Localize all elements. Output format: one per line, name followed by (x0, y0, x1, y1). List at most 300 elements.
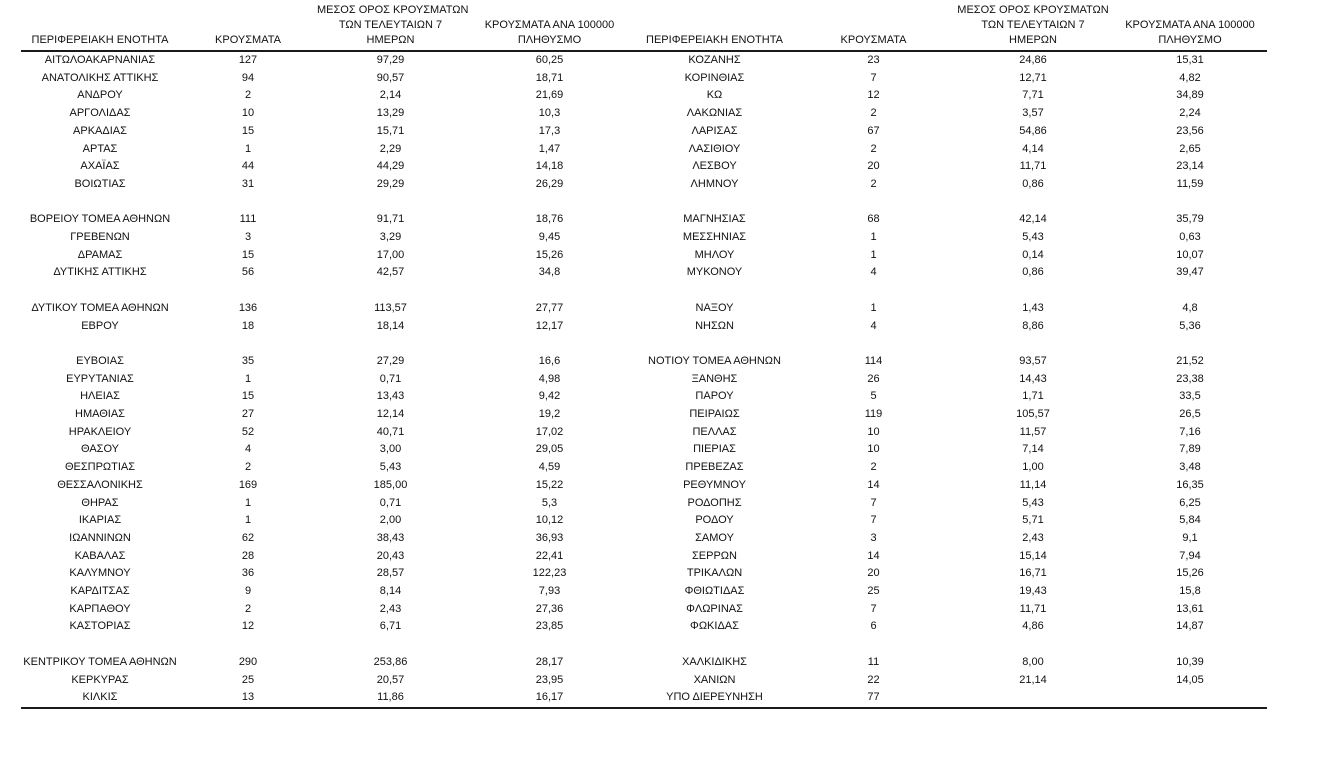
region-right-cell: ΛΗΜΝΟΥ (690, 177, 739, 190)
avg7-right-cell: 7,14 (1022, 443, 1044, 456)
header-avg7-right (953, 3, 1113, 51)
avg7-left-cell: 3,00 (379, 443, 402, 456)
avg7-left-cell: 28,57 (376, 567, 405, 580)
cases-left-cell: 1 (244, 372, 252, 385)
header-per100k-left (464, 3, 635, 51)
avg7-left-cell: 2,14 (379, 89, 402, 102)
table-row (21, 264, 1267, 282)
header-per100k-right-line2: ΠΛΗΘΥΣΜΟ (1158, 34, 1222, 46)
table-row (21, 70, 1267, 88)
per100k-right-cell: 13,61 (1176, 602, 1204, 615)
table-row (21, 618, 1267, 636)
avg7-right-cell (953, 636, 1113, 654)
header-cases-left: ΚΡΟΥΣΜΑΤΑ (179, 3, 317, 51)
region-left-cell: ΑΡΚΑΔΙΑΣ (73, 124, 127, 137)
spacer-row (21, 335, 1267, 353)
per100k-right-cell: 14,87 (1176, 620, 1204, 633)
avg7-left-cell: 2,43 (379, 602, 402, 615)
cases-right-cell (794, 282, 953, 300)
avg7-right-cell: 93,57 (1019, 354, 1047, 367)
region-left-cell: ΚΙΛΚΙΣ (21, 689, 179, 708)
per100k-left-cell: 34,8 (538, 266, 561, 279)
per100k-left-cell: 18,71 (535, 71, 564, 84)
per100k-left-cell: 23,95 (535, 673, 564, 686)
cases-left-cell: 62 (241, 531, 255, 544)
avg7-left-cell: 38,43 (376, 531, 405, 544)
region-left-cell: ΚΑΣΤΟΡΙΑΣ (69, 620, 131, 633)
region-left-cell: ΑΡΤΑΣ (82, 142, 118, 155)
table-row (21, 123, 1267, 141)
cases-right-cell (794, 194, 953, 212)
table-row (21, 548, 1267, 566)
per100k-right-cell: 9,1 (1182, 531, 1198, 544)
cases-left-cell: 1 (244, 514, 252, 527)
avg7-left-cell: 12,14 (376, 408, 405, 421)
cases-right-cell: 77 (794, 689, 953, 708)
avg7-left-cell: 44,29 (376, 160, 405, 173)
avg7-right-cell: 2,43 (1022, 531, 1044, 544)
per100k-right-cell: 10,39 (1176, 655, 1204, 668)
region-left-cell: ΘΕΣΠΡΩΤΙΑΣ (64, 461, 136, 474)
cases-right-cell: 20 (867, 160, 880, 173)
per100k-right-cell (1113, 282, 1267, 300)
per100k-left-cell: 15,26 (535, 248, 564, 261)
region-right-cell: ΝΟΤΙΟΥ ΤΟΜΕΑ ΑΘΗΝΩΝ (648, 354, 781, 367)
avg7-left-cell (317, 194, 464, 212)
cases-left-cell: 44 (241, 160, 255, 173)
cases-left-cell: 290 (238, 655, 258, 668)
per100k-left-cell: 5,3 (541, 496, 558, 509)
region-right-cell: ΤΡΙΚΑΛΩΝ (686, 567, 743, 580)
per100k-left-cell: 122,23 (532, 567, 567, 580)
per100k-right-cell: 16,35 (1176, 478, 1204, 491)
per100k-left-cell: 27,36 (535, 602, 564, 615)
cases-right-cell: 2 (870, 107, 877, 120)
region-right-cell: ΝΑΞΟΥ (695, 301, 734, 314)
avg7-right-cell: 19,43 (1019, 585, 1047, 598)
per100k-left-cell: 4,59 (538, 461, 561, 474)
avg7-right-cell: 1,00 (1022, 461, 1044, 474)
avg7-right-cell: 0,86 (1022, 266, 1044, 279)
avg7-left-cell (317, 282, 464, 300)
cases-right-cell: 68 (867, 213, 880, 226)
region-left-cell: ΕΒΡΟΥ (81, 319, 119, 332)
header-avg7-left (317, 3, 469, 51)
region-right-cell: ΝΗΣΩΝ (695, 319, 734, 332)
per100k-left-cell: 19,2 (538, 408, 561, 421)
avg7-right-cell: 11,71 (1019, 602, 1047, 615)
avg7-left-cell: 185,00 (373, 478, 408, 491)
header-avg7-left-line1: ΜΕΣΟΣ ΟΡΟΣ ΚΡΟΥΣΜΑΤΩΝ (317, 4, 469, 16)
region-left-cell: ΑΧΑΪΑΣ (80, 160, 120, 173)
region-right-cell: ΦΩΚΙΔΑΣ (690, 620, 739, 633)
per100k-right-cell: 7,89 (1179, 443, 1201, 456)
per100k-right-cell: 15,8 (1179, 585, 1201, 598)
cases-left-cell (179, 636, 317, 654)
region-right-cell: ΚΩ (706, 89, 723, 102)
avg7-right-cell: 54,86 (1019, 124, 1047, 137)
avg7-right-cell: 8,86 (1022, 319, 1044, 332)
region-right-cell: ΥΠΟ ΔΙΕΡΕΥΝΗΣΗ (635, 689, 794, 708)
cases-left-cell (179, 194, 317, 212)
per100k-right-cell: 26,5 (1179, 408, 1201, 421)
cases-right-cell: 1 (870, 301, 877, 314)
region-left-cell: ΚΑΡΠΑΘΟΥ (69, 602, 131, 615)
region-right-cell: ΚΟΡΙΝΘΙΑΣ (684, 71, 745, 84)
cases-right-cell: 22 (867, 673, 880, 686)
avg7-right-cell: 1,71 (1022, 390, 1044, 403)
per100k-left-cell: 10,3 (538, 107, 561, 120)
cases-table (21, 3, 1267, 709)
avg7-left-cell: 13,43 (376, 390, 405, 403)
per100k-right-cell: 2,65 (1179, 142, 1201, 155)
per100k-left-cell: 1,47 (538, 142, 561, 155)
region-left-cell: ΚΕΡΚΥΡΑΣ (71, 673, 129, 686)
cases-right-cell: 10 (867, 443, 880, 456)
avg7-right-cell: 11,71 (1019, 160, 1047, 173)
header-avg7-left-line3: ΗΜΕΡΩΝ (366, 34, 415, 46)
spacer-row (21, 194, 1267, 212)
table-row (21, 371, 1267, 389)
region-left-cell: ΔΥΤΙΚΗΣ ΑΤΤΙΚΗΣ (53, 266, 147, 279)
cases-left-cell: 18 (241, 319, 255, 332)
avg7-right-cell: 24,86 (1019, 54, 1047, 66)
region-right-cell (635, 282, 794, 300)
table-row (21, 141, 1267, 159)
per100k-right-cell: 10,07 (1176, 248, 1204, 261)
region-left-cell (21, 282, 179, 300)
avg7-left-cell: 40,71 (376, 425, 405, 438)
region-right-cell (635, 335, 794, 353)
avg7-left-cell: 3,29 (379, 231, 402, 244)
avg7-left-cell: 17,00 (376, 248, 405, 261)
region-left-cell: ΑΡΓΟΛΙΔΑΣ (69, 107, 131, 120)
header-row (21, 3, 1267, 51)
table-row (21, 424, 1267, 442)
avg7-right-cell: 1,43 (1022, 301, 1044, 314)
region-left-cell: ΘΗΡΑΣ (81, 496, 119, 509)
avg7-right-cell: 5,43 (1022, 496, 1044, 509)
cases-left-cell: 13 (179, 689, 317, 708)
cases-right-cell: 14 (867, 478, 880, 491)
region-right-cell: ΜΗΛΟΥ (694, 248, 735, 261)
table-row (21, 459, 1267, 477)
cases-left-cell: 35 (241, 354, 255, 367)
avg7-right-cell: 8,00 (1022, 655, 1044, 668)
header-avg7-right-line1: ΜΕΣΟΣ ΟΡΟΣ ΚΡΟΥΣΜΑΤΩΝ (957, 4, 1109, 16)
per100k-right-cell: 11,59 (1176, 177, 1204, 190)
avg7-left-cell: 29,29 (376, 177, 405, 190)
cases-left-cell: 2 (244, 602, 252, 615)
region-right-cell: ΜΥΚΟΝΟΥ (686, 266, 743, 279)
cases-left-cell: 36 (241, 567, 255, 580)
cases-right-cell: 4 (870, 266, 877, 279)
avg7-right-cell: 105,57 (1016, 408, 1050, 421)
table-row (21, 654, 1267, 672)
region-right-cell (635, 194, 794, 212)
table-row (21, 388, 1267, 406)
per100k-left-cell (464, 636, 635, 654)
region-right-cell: ΦΘΙΩΤΙΔΑΣ (684, 585, 745, 598)
per100k-left-cell: 9,45 (538, 231, 561, 244)
per100k-left-cell: 16,17 (464, 689, 635, 708)
cases-right-cell: 7 (870, 602, 877, 615)
cases-right-cell: 2 (870, 177, 877, 190)
cases-left-cell: 28 (241, 549, 255, 562)
region-right-cell: ΡΟΔΟΠΗΣ (687, 496, 742, 509)
region-right-cell: ΜΑΓΝΗΣΙΑΣ (683, 213, 746, 226)
avg7-right-cell: 4,86 (1022, 620, 1044, 633)
table-row (21, 300, 1267, 318)
cases-right-cell: 7 (870, 514, 877, 527)
per100k-left-cell: 27,77 (535, 301, 564, 314)
cases-left-cell: 9 (244, 585, 252, 598)
per100k-left-cell: 17,02 (535, 425, 564, 438)
per100k-right-cell (1113, 689, 1267, 708)
avg7-left-cell: 253,86 (373, 655, 408, 668)
per100k-left-cell: 29,05 (535, 443, 564, 456)
region-right-cell: ΣΕΡΡΩΝ (692, 549, 737, 562)
cases-left-cell: 94 (241, 71, 255, 84)
region-left-cell: ΔΥΤΙΚΟΥ ΤΟΜΕΑ ΑΘΗΝΩΝ (31, 301, 169, 314)
region-left-cell (21, 636, 179, 654)
cases-right-cell: 25 (867, 585, 880, 598)
cases-left-cell: 56 (241, 266, 255, 279)
avg7-right-cell: 21,14 (1019, 673, 1047, 686)
cases-left-cell: 127 (238, 54, 258, 66)
per100k-left-cell: 23,85 (535, 620, 564, 633)
cases-right-cell: 1 (870, 231, 877, 244)
avg7-left-cell (317, 636, 464, 654)
per100k-left-cell (464, 282, 635, 300)
header-per100k-left-line1: ΚΡΟΥΣΜΑΤΑ ΑΝΑ 100000 (484, 19, 615, 31)
cases-left-cell: 2 (244, 89, 252, 102)
region-left-cell (21, 335, 179, 353)
region-right-cell: ΠΡΕΒΕΖΑΣ (685, 461, 744, 474)
avg7-left-cell: 0,71 (379, 496, 402, 509)
region-left-cell: ΕΥΒΟΙΑΣ (76, 354, 124, 367)
per100k-left-cell: 7,93 (538, 585, 561, 598)
avg7-left-cell: 5,43 (379, 461, 402, 474)
per100k-right-cell: 34,89 (1176, 89, 1204, 102)
cases-right-cell: 114 (864, 354, 883, 367)
cases-left-cell: 4 (244, 443, 252, 456)
per100k-right-cell: 0,63 (1179, 231, 1201, 244)
per100k-left-cell: 10,12 (535, 514, 564, 527)
avg7-left-cell: 18,14 (376, 319, 405, 332)
avg7-right-cell: 11,14 (1019, 478, 1047, 491)
table-row (21, 601, 1267, 619)
avg7-right-cell (953, 194, 1113, 212)
cases-left-cell: 15 (241, 248, 255, 261)
cases-left-cell: 31 (241, 177, 255, 190)
cases-left-cell: 25 (241, 673, 255, 686)
header-per100k-right (1113, 3, 1267, 51)
region-left-cell: ΓΡΕΒΕΝΩΝ (70, 231, 130, 244)
avg7-left-cell: 13,29 (376, 107, 405, 120)
region-left-cell: ΒΟΡΕΙΟΥ ΤΟΜΕΑ ΑΘΗΝΩΝ (29, 213, 171, 226)
per100k-right-cell: 5,84 (1179, 514, 1201, 527)
cases-right-cell: 20 (867, 567, 880, 580)
table-row (21, 87, 1267, 105)
per100k-right-cell: 3,48 (1179, 461, 1201, 474)
region-left-cell: ΗΡΑΚΛΕΙΟΥ (68, 425, 132, 438)
cases-left-cell: 169 (238, 478, 258, 491)
per100k-left-cell (464, 194, 635, 212)
region-left-cell: ΑΝΑΤΟΛΙΚΗΣ ΑΤΤΙΚΗΣ (41, 71, 159, 84)
per100k-right-cell: 7,16 (1179, 425, 1201, 438)
avg7-left-cell: 6,71 (379, 620, 402, 633)
per100k-left-cell (464, 335, 635, 353)
avg7-right-cell: 0,14 (1022, 248, 1044, 261)
region-left-cell: ΙΚΑΡΙΑΣ (78, 514, 122, 527)
region-left-cell: ΕΥΡΥΤΑΝΙΑΣ (66, 372, 134, 385)
region-right-cell: ΡΟΔΟΥ (695, 514, 734, 527)
header-avg7-right-line3: ΗΜΕΡΩΝ (1009, 34, 1057, 46)
table-row (21, 689, 1267, 708)
cases-right-cell (794, 636, 953, 654)
region-left-cell: ΚΕΝΤΡΙΚΟΥ ΤΟΜΕΑ ΑΘΗΝΩΝ (23, 655, 177, 668)
region-left-cell: ΘΕΣΣΑΛΟΝΙΚΗΣ (57, 478, 143, 491)
per100k-left-cell: 4,98 (538, 372, 561, 385)
cases-right-cell: 3 (870, 531, 877, 544)
avg7-right-cell: 15,14 (1019, 549, 1047, 562)
avg7-left-cell: 2,29 (379, 142, 402, 155)
avg7-left-cell: 0,71 (379, 372, 402, 385)
per100k-right-cell: 33,5 (1179, 390, 1201, 403)
table-row (21, 158, 1267, 176)
cases-left-cell: 27 (241, 408, 255, 421)
avg7-right-cell: 7,71 (1022, 89, 1044, 102)
header-cases-right: ΚΡΟΥΣΜΑΤΑ (794, 3, 953, 51)
per100k-left-cell: 21,69 (535, 89, 564, 102)
per100k-right-cell: 4,82 (1179, 71, 1201, 84)
avg7-right-cell: 14,43 (1019, 372, 1047, 385)
cases-left-cell: 52 (241, 425, 255, 438)
avg7-right-cell (953, 689, 1113, 708)
cases-right-cell: 7 (870, 496, 877, 509)
region-left-cell: ΙΩΑΝΝΙΝΩΝ (69, 531, 131, 544)
table-row (21, 477, 1267, 495)
per100k-right-cell: 15,26 (1176, 567, 1204, 580)
avg7-right-cell: 5,71 (1022, 514, 1044, 527)
per100k-left-cell: 12,17 (535, 319, 564, 332)
table-row (21, 353, 1267, 371)
avg7-left-cell: 20,43 (376, 549, 405, 562)
table-row (21, 406, 1267, 424)
per100k-left-cell: 26,29 (535, 177, 564, 190)
region-left-cell: ΘΑΣΟΥ (80, 443, 120, 456)
per100k-right-cell: 23,56 (1176, 124, 1204, 137)
avg7-left-cell: 90,57 (376, 71, 405, 84)
avg7-left-cell: 42,57 (376, 266, 405, 279)
region-right-cell: ΛΑΚΩΝΙΑΣ (686, 107, 743, 120)
avg7-right-cell (953, 282, 1113, 300)
avg7-left-cell (317, 335, 464, 353)
table-row (21, 530, 1267, 548)
per100k-right-cell: 35,79 (1176, 213, 1204, 226)
cases-left-cell: 3 (244, 231, 252, 244)
avg7-right-cell: 12,71 (1019, 71, 1047, 84)
region-left-cell: ΒΟΙΩΤΙΑΣ (74, 177, 126, 190)
table-body (21, 51, 1267, 708)
per100k-left-cell: 15,22 (535, 478, 564, 491)
cases-left-cell (179, 335, 317, 353)
per100k-left-cell: 16,6 (538, 354, 561, 367)
cases-right-cell: 1 (870, 248, 877, 261)
cases-left-cell: 12 (241, 620, 255, 633)
cases-right-cell: 2 (870, 461, 877, 474)
table-row (21, 318, 1267, 336)
cases-left-cell: 15 (241, 390, 255, 403)
per100k-right-cell: 15,31 (1176, 54, 1204, 66)
region-right-cell (635, 636, 794, 654)
cases-left-cell: 111 (239, 213, 257, 226)
per100k-right-cell: 39,47 (1176, 266, 1204, 279)
avg7-left-cell: 113,57 (374, 301, 407, 314)
cases-right-cell: 67 (867, 124, 880, 137)
region-right-cell: ΠΙΕΡΙΑΣ (693, 443, 736, 456)
avg7-left-cell: 91,71 (376, 213, 405, 226)
cases-left-cell: 136 (238, 301, 258, 314)
cases-right-cell: 14 (867, 549, 880, 562)
table-row (21, 672, 1267, 690)
avg7-right-cell (953, 335, 1113, 353)
avg7-right-cell: 11,57 (1019, 425, 1047, 438)
region-left-cell: ΑΙΤΩΛΟΑΚΑΡΝΑΝΙΑΣ (44, 54, 156, 66)
cases-right-cell: 5 (870, 390, 877, 403)
region-right-cell: ΦΛΩΡΙΝΑΣ (686, 602, 743, 615)
header-region-left: ΠΕΡΙΦΕΡΕΙΑΚΗ ΕΝΟΤΗΤΑ (21, 3, 179, 51)
table-row (21, 441, 1267, 459)
region-right-cell: ΛΑΣΙΘΙΟΥ (688, 142, 741, 155)
per100k-right-cell: 14,05 (1176, 673, 1204, 686)
per100k-right-cell: 23,38 (1176, 372, 1204, 385)
region-right-cell: ΚΟΖΑΝΗΣ (688, 54, 741, 66)
table-row (21, 211, 1267, 229)
per100k-left-cell: 36,93 (535, 531, 564, 544)
region-left-cell: ΚΑΡΔΙΤΣΑΣ (70, 585, 130, 598)
avg7-left-cell: 8,14 (379, 585, 402, 598)
cases-right-cell: 12 (867, 89, 880, 102)
avg7-left-cell: 27,29 (376, 354, 405, 367)
per100k-left-cell: 60,25 (535, 54, 564, 66)
region-right-cell: ΛΕΣΒΟΥ (692, 160, 737, 173)
table-row (21, 583, 1267, 601)
header-per100k-left-line2: ΠΛΗΘΥΣΜΟ (517, 34, 582, 46)
per100k-left-cell: 28,17 (535, 655, 564, 668)
region-right-cell: ΠΕΙΡΑΙΩΣ (689, 408, 740, 421)
cases-left-cell: 2 (244, 461, 252, 474)
table-row (21, 565, 1267, 583)
avg7-left-cell: 15,71 (376, 124, 405, 137)
cases-left-cell: 10 (241, 107, 255, 120)
region-right-cell: ΡΕΘΥΜΝΟΥ (683, 478, 746, 491)
region-left-cell: ΗΛΕΙΑΣ (80, 390, 120, 403)
table-row (21, 495, 1267, 513)
region-left-cell (21, 194, 179, 212)
cases-right-cell (794, 335, 953, 353)
per100k-right-cell: 4,8 (1182, 301, 1198, 314)
per100k-left-cell: 17,3 (538, 124, 561, 137)
cases-right-cell: 10 (867, 425, 880, 438)
cases-right-cell: 23 (867, 54, 880, 66)
table-row (21, 51, 1267, 70)
per100k-right-cell: 2,24 (1179, 107, 1201, 120)
cases-right-cell: 2 (870, 142, 877, 155)
cases-left-cell: 1 (244, 496, 252, 509)
avg7-left-cell: 2,00 (379, 514, 402, 527)
